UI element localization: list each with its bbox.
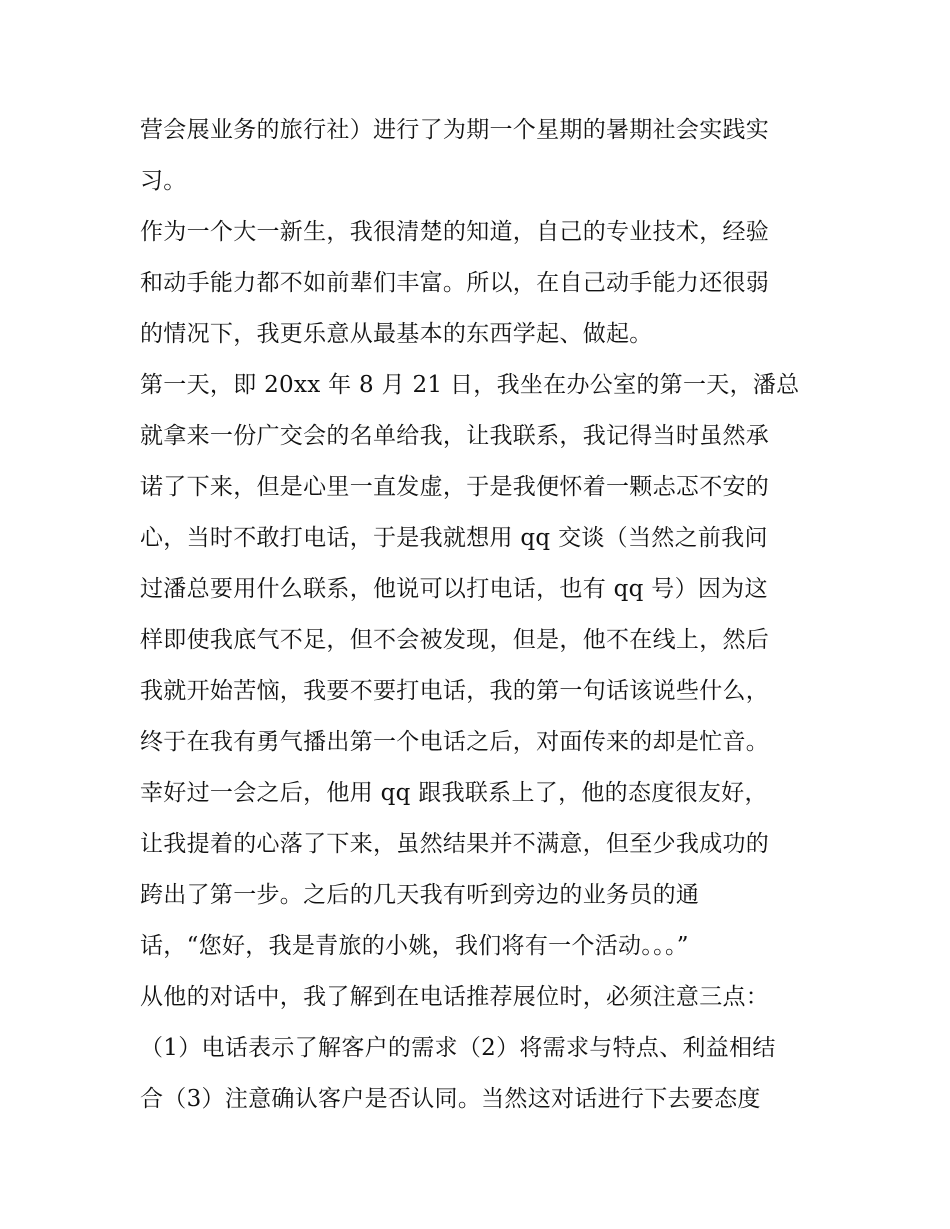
text-line: 作为一个大一新生，我很清楚的知道，自己的专业技术，经验 [140, 219, 770, 245]
text-line: 合（3）注意确认客户是否认同。当然这对话进行下去要态度 [140, 1086, 761, 1112]
text-line: 从他的对话中，我了解到在电话推荐展位时，必须注意三点： [140, 984, 770, 1010]
body-text [140, 105, 820, 1125]
text-line: 第一天，即 20xx 年 8 月 21 日，我坐在办公室的第一天，潘总 [140, 372, 800, 398]
text-line: 让我提着的心落了下来，虽然结果并不满意，但至少我成功的 [140, 831, 770, 857]
text-line: 跨出了第一步。之后的几天我有听到旁边的业务员的通 [140, 882, 700, 908]
text-line: 和动手能力都不如前辈们丰富。所以，在自己动手能力还很弱 [140, 270, 770, 296]
text-line: 话，“您好，我是青旅的小姚，我们将有一个活动。。。” [140, 933, 689, 959]
text-line: 习。 [140, 168, 187, 194]
text-line: （1）电话表示了解客户的需求（2）将需求与特点、利益相结 [140, 1035, 776, 1061]
text-line: 终于在我有勇气播出第一个电话之后，对面传来的却是忙音。 [140, 729, 770, 755]
text-line: 样即使我底气不足，但不会被发现，但是，他不在线上，然后 [140, 627, 770, 653]
text-line: 我就开始苦恼，我要不要打电话，我的第一句话该说些什么， [140, 678, 770, 704]
text-line: 的情况下，我更乐意从最基本的东西学起、做起。 [140, 321, 653, 347]
text-line: 过潘总要用什么联系，他说可以打电话，也有 qq 号）因为这 [140, 576, 768, 602]
text-line: 营会展业务的旅行社）进行了为期一个星期的暑期社会实践实 [140, 117, 770, 143]
text-line: 就拿来一份广交会的名单给我，让我联系，我记得当时虽然承 [140, 423, 770, 449]
text-line: 幸好过一会之后，他用 qq 跟我联系上了，他的态度很友好， [140, 780, 768, 806]
text-line: 心，当时不敢打电话，于是我就想用 qq 交谈（当然之前我问 [140, 525, 768, 551]
text-line: 诺了下来，但是心里一直发虚，于是我便怀着一颗忐忑不安的 [140, 474, 770, 500]
